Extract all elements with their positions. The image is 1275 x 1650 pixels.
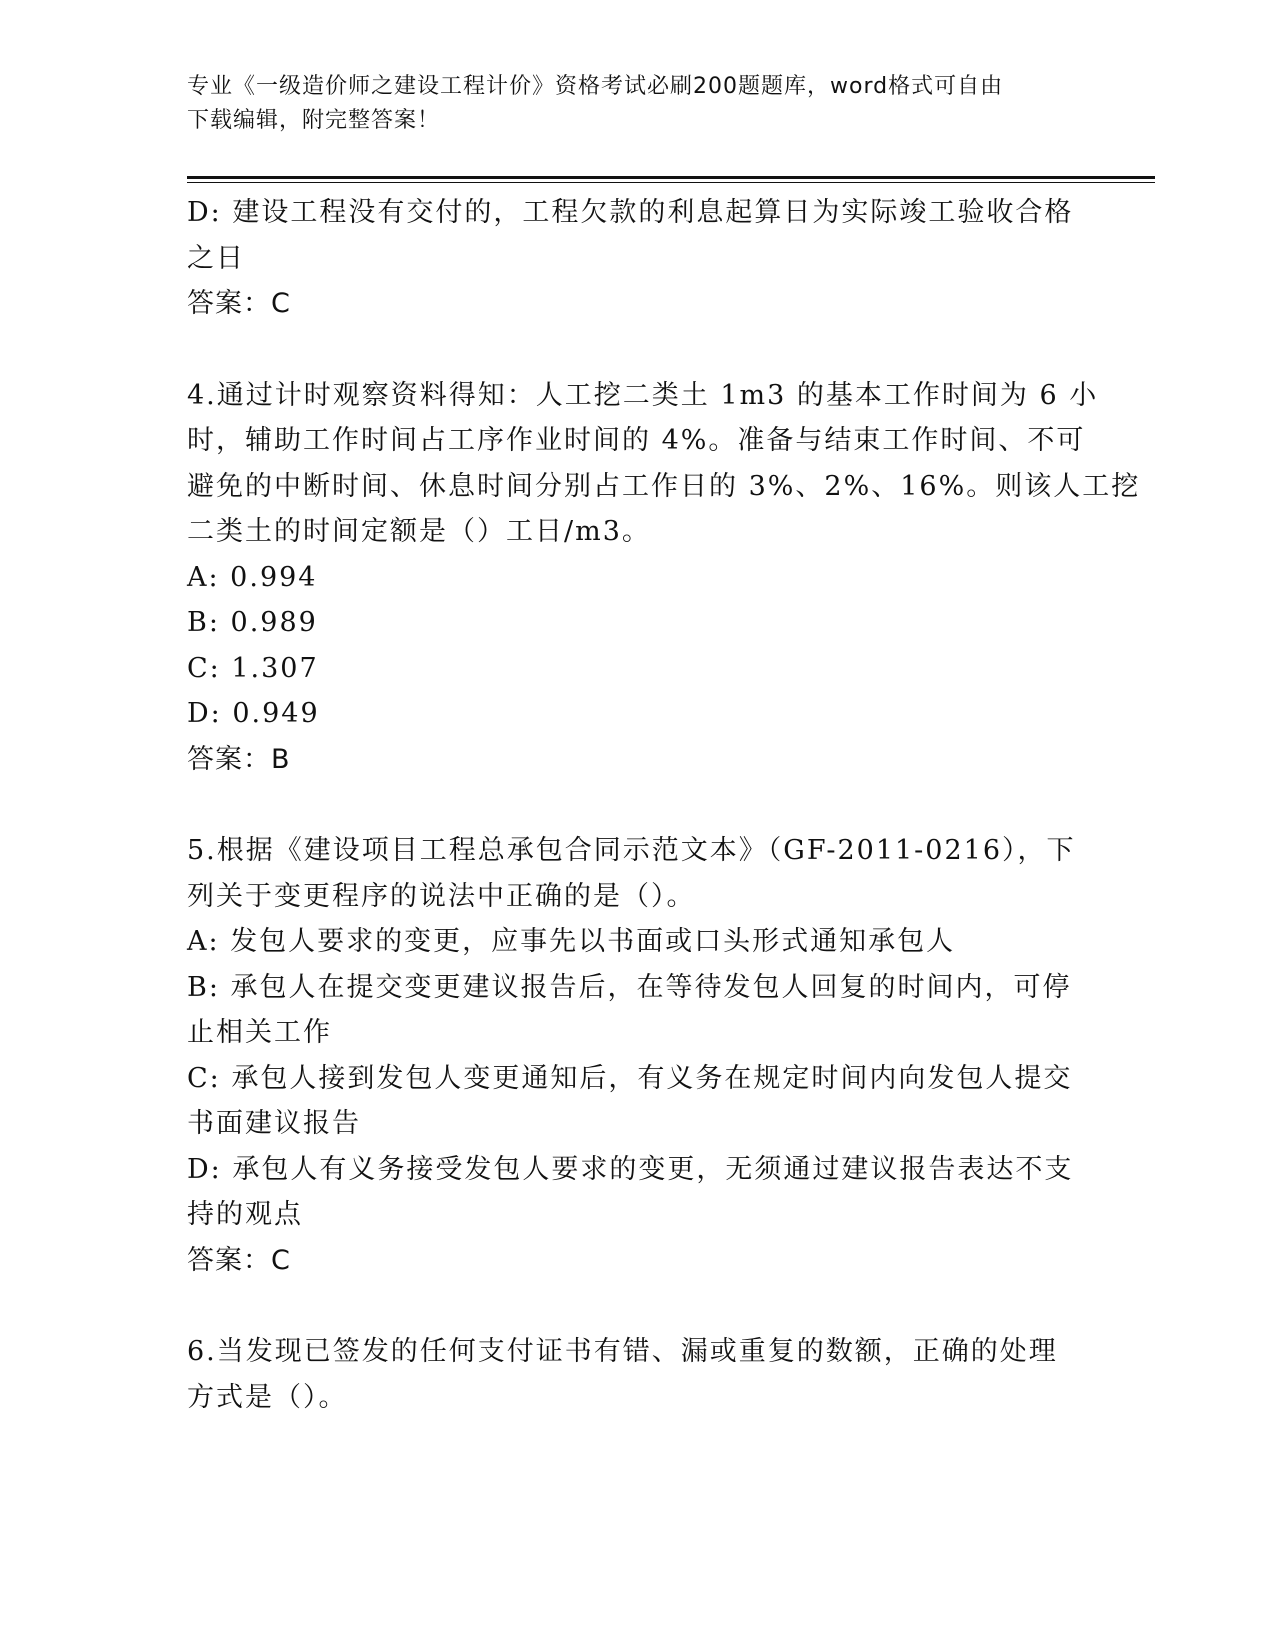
q4-option-d: D: 0.949 bbox=[187, 698, 320, 729]
q3-answer: 答案：C bbox=[187, 288, 291, 319]
q3-option-d-line-1: D: 建设工程没有交付的，工程欠款的利息起算日为实际竣工验收合格 bbox=[187, 197, 1074, 228]
q5-stem-line: 列关于变更程序的说法中正确的是（）。 bbox=[187, 880, 696, 912]
q5-option-c-line-1: C: 承包人接到发包人变更通知后，有义务在规定时间内向发包人提交 bbox=[187, 1062, 1073, 1094]
q5-option-b-line-1: B: 承包人在提交变更建议报告后，在等待发包人回复的时间内，可停 bbox=[187, 971, 1072, 1003]
q4-option-c: C: 1.307 bbox=[187, 652, 319, 684]
q4-option-a: A: 0.994 bbox=[187, 561, 318, 593]
header-divider-thick bbox=[187, 176, 1155, 179]
question-5 bbox=[187, 828, 1087, 1283]
q4-stem-line: 避免的中断时间、休息时间分别占工作日的 3%、2%、16%。则该人工挖 bbox=[187, 470, 1141, 502]
q4-option-b: B: 0.989 bbox=[187, 607, 318, 638]
q4-stem-line: 二类土的时间定额是（）工日/m3。 bbox=[187, 516, 651, 547]
page-header bbox=[187, 70, 1087, 138]
question-spacer bbox=[187, 327, 1087, 373]
question-spacer bbox=[187, 1283, 1087, 1329]
q4-stem-line: 时，辅助工作时间占工序作业时间的 4%。准备与结束工作时间、不可 bbox=[187, 425, 1086, 456]
header-line-2: 下载编辑，附完整答案！ bbox=[187, 108, 441, 133]
q5-option-c-line-2: 书面建议报告 bbox=[187, 1108, 361, 1139]
question-6 bbox=[187, 1329, 1087, 1420]
q5-option-d-line-1: D: 承包人有义务接受发包人要求的变更，无须通过建议报告表达不支 bbox=[187, 1153, 1074, 1185]
q5-answer: 答案：C bbox=[187, 1244, 291, 1276]
question-3-tail bbox=[187, 190, 1087, 327]
q3-option-d-line-2: 之日 bbox=[187, 242, 245, 274]
q6-stem-line: 6.当发现已签发的任何支付证书有错、漏或重复的数额，正确的处理 bbox=[187, 1336, 1058, 1367]
q5-option-b-line-2: 止相关工作 bbox=[187, 1017, 332, 1048]
q5-option-a: A: 发包人要求的变更，应事先以书面或口头形式通知承包人 bbox=[187, 926, 956, 957]
question-spacer bbox=[187, 782, 1087, 828]
question-4 bbox=[187, 373, 1141, 783]
q4-stem-line: 4.通过计时观察资料得知：人工挖二类土 1m3 的基本工作时间为 6 小 bbox=[187, 379, 1099, 411]
header-line-1: 专业《一级造价师之建设工程计价》资格考试必刷200题题库，word格式可自由 bbox=[187, 74, 1004, 99]
header-divider-thin bbox=[187, 182, 1155, 183]
q4-answer: 答案：B bbox=[187, 743, 291, 775]
q5-stem-line: 5.根据《建设项目工程总承包合同示范文本》（GF-2011-0216），下 bbox=[187, 835, 1076, 866]
question-content bbox=[187, 190, 1141, 1420]
q6-stem-line: 方式是（）。 bbox=[187, 1381, 348, 1413]
q5-option-d-line-2: 持的观点 bbox=[187, 1199, 303, 1230]
